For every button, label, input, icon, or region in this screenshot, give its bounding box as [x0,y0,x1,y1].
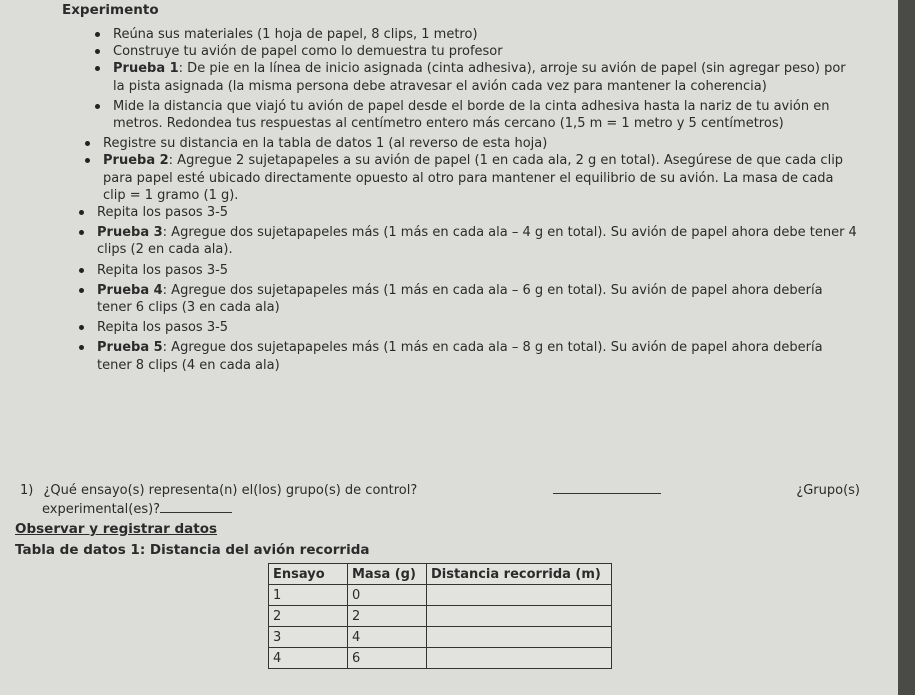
step-text: : Agregue dos sujetapapeles más (1 más en cada ala – 6 g en total). Su avión de papel ahora debería tener 6 clips (3 en cada ala) [97,282,823,316]
trial-label: Prueba 4 [97,282,163,298]
step-text: Reúna sus materiales (1 hoja de papel, 8 clips, 1 metro) [113,27,478,42]
step-text: Repita los pasos 3-5 [97,320,229,336]
trial-label: Prueba 1 [113,61,179,77]
question-text: ¿Qué ensayo(s) representa(n) el(los) grupo(s) de control? [43,483,418,498]
cell-ensayo: 2 [269,606,348,627]
procedure-list [0,26,860,374]
cell-masa: 6 [348,648,427,669]
step-text: : De pie en la línea de inicio asignada (cinta adhesiva), arroje su avión de papel (sin agregar peso) por la pista asignada (la misma persona debe atravesar el avión cada vez para mantener la coherencia) [113,61,846,94]
header-ensayo: Ensayo [269,564,348,585]
trial-label: Prueba 3 [97,225,163,241]
step-1 [113,26,860,43]
trial-label: Prueba 2 [103,153,169,169]
question-number: 1) [20,483,34,498]
step-7 [97,204,860,221]
step-8 [97,224,860,258]
step-5 [103,135,860,152]
table-row [269,627,612,648]
step-text: : Agregue dos sujetapapeles más (1 más en cada ala – 8 g en total). Su avión de papel ahora debería tener 8 clips (4 en cada ala) [97,340,823,373]
table-row [269,648,612,669]
step-text: Construye tu avión de papel como lo demuestra tu profesor [113,44,503,60]
cell-distancia[interactable] [427,585,612,606]
data-table [268,563,612,669]
header-masa: Masa (g) [348,564,427,585]
question-1 [20,481,860,519]
step-11 [97,319,860,336]
cell-masa: 0 [348,585,427,606]
cell-ensayo: 4 [269,648,348,669]
step-text: Mide la distancia que viajó tu avión de papel desde el borde de la cinta adhesiva hasta la nariz de tu avión en metros. Redondea tus respuestas al centímetro entero más cercano (1,5 m = 1 metro y 5 centímetros) [113,98,830,132]
cell-masa: 2 [348,606,427,627]
cell-masa: 4 [348,627,427,648]
header-distancia: Distancia recorrida (m) [427,564,612,585]
step-2 [113,43,860,60]
trial-label: Prueba 5 [97,340,163,356]
table-row [269,585,612,606]
step-12 [97,339,860,373]
cell-ensayo: 1 [269,585,348,606]
step-text: Registre su distancia en la tabla de datos 1 (al reverso de esta hoja) [103,136,548,152]
step-9 [97,262,860,279]
cell-distancia[interactable] [427,627,612,648]
answer-blank-experimental[interactable] [160,500,232,513]
step-6 [103,152,860,204]
section-title: Observar y registrar datos [15,521,218,537]
step-text: Repita los pasos 3-5 [97,262,229,278]
step-4 [113,98,860,132]
answer-blank-control[interactable] [553,481,661,494]
step-text: : Agregue dos sujetapapeles más (1 más en cada ala – 4 g en total). Su avión de papel ahora debe tener 4 clips (2 en cada ala). [97,225,857,258]
step-10 [97,282,860,316]
question-text-3: experimental(es)? [42,502,161,517]
table-row [269,606,612,627]
step-3 [113,60,860,94]
cell-distancia[interactable] [427,606,612,627]
table-header-row [269,564,612,585]
step-text: Repita los pasos 3-5 [97,205,229,221]
question-text-2: ¿Grupo(s) [796,483,860,498]
table-caption: Tabla de datos 1: Distancia del avión recorrida [15,542,370,558]
cell-distancia[interactable] [427,648,612,669]
background-edge [898,0,915,695]
cell-ensayo: 3 [269,627,348,648]
section-heading-experimento: Experimento [62,2,159,18]
step-text: : Agregue 2 sujetapapeles a su avión de papel (1 en cada ala, 2 g en total). Asegúrese de que cada clip para papel esté ubicado directamente opuesto al otro para mantener el equilibrio de su avión. La masa de cada clip = 1 gramo (1 g). [103,153,844,203]
